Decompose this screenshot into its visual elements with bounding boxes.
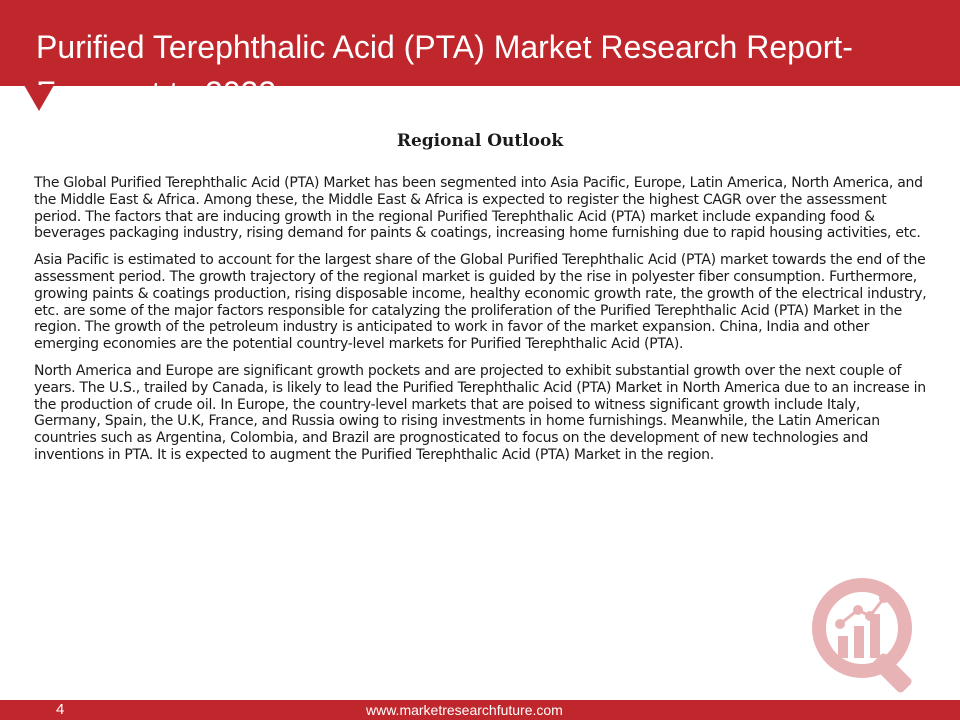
header-notch: [24, 85, 54, 111]
page-number: 4: [56, 701, 65, 718]
section-heading: Regional Outlook: [396, 131, 564, 151]
paragraph: The Global Purified Terephthalic Acid (PTA) Market has been segmented into Asia Pacific, Europe, Latin America, North America, and the Middle East & Africa. Among these, the Middle East & Africa is expected to register the highest CAGR over the assessment period. The factors that are inducing growth in the regional Purified Terephthalic Acid (PTA) market include expanding food & beverages packaging industry, rising demand for paints & coatings, increasing home furnishing due to rapid housing activities, etc.: [34, 175, 923, 242]
paragraph: North America and Europe are significant growth pockets and are projected to exhibit substantial growth over the next couple of years. The U.S., trailed by Canada, is likely to lead the Purified Terephthalic Acid (PTA) Market in North America due to an increase in the production of crude oil. In Europe, the country-level markets that are poised to witness significant growth include Italy, Germany, Spain, the U.K, France, and Russia owing to rising investments in home furnishings. Meanwhile, the Latin American countries such as Argentina, Colombia, and Brazil are prognosticated to focus on the development of new technologies and inventions in PTA. It is expected to augment the Purified Terephthalic Acid (PTA) Market in the region.: [34, 362, 926, 463]
website-link[interactable]: www.marketresearchfuture.com: [366, 702, 563, 718]
header-bar: [0, 0, 960, 111]
body-text: [34, 175, 928, 474]
report-title: Purified Terephthalic Acid (PTA) Market Research Report- Forecast to 2023: [36, 29, 853, 111]
paragraph: Asia Pacific is estimated to account for the largest share of the Global Purified Terephthalic Acid (PTA) market towards the end of the assessment period. The growth trajectory of the regional market is guided by the rise in polyester fiber consumption. Furthermore, growing paints & coatings production, rising disposable income, healthy economic growth rate, the growth of the electrical industry, etc. are some of the major factors responsible for catalyzing the proliferation of the Purified Terephthalic Acid (PTA) Market in the region. The growth of the petroleum industry is anticipated to work in favor of the market expansion. China, India and other emerging economies are the potential country-level markets for Purified Terephthalic Acid (PTA).: [34, 252, 927, 353]
magnifier-analytics-icon: [804, 574, 934, 692]
footer-bar: [0, 700, 960, 720]
